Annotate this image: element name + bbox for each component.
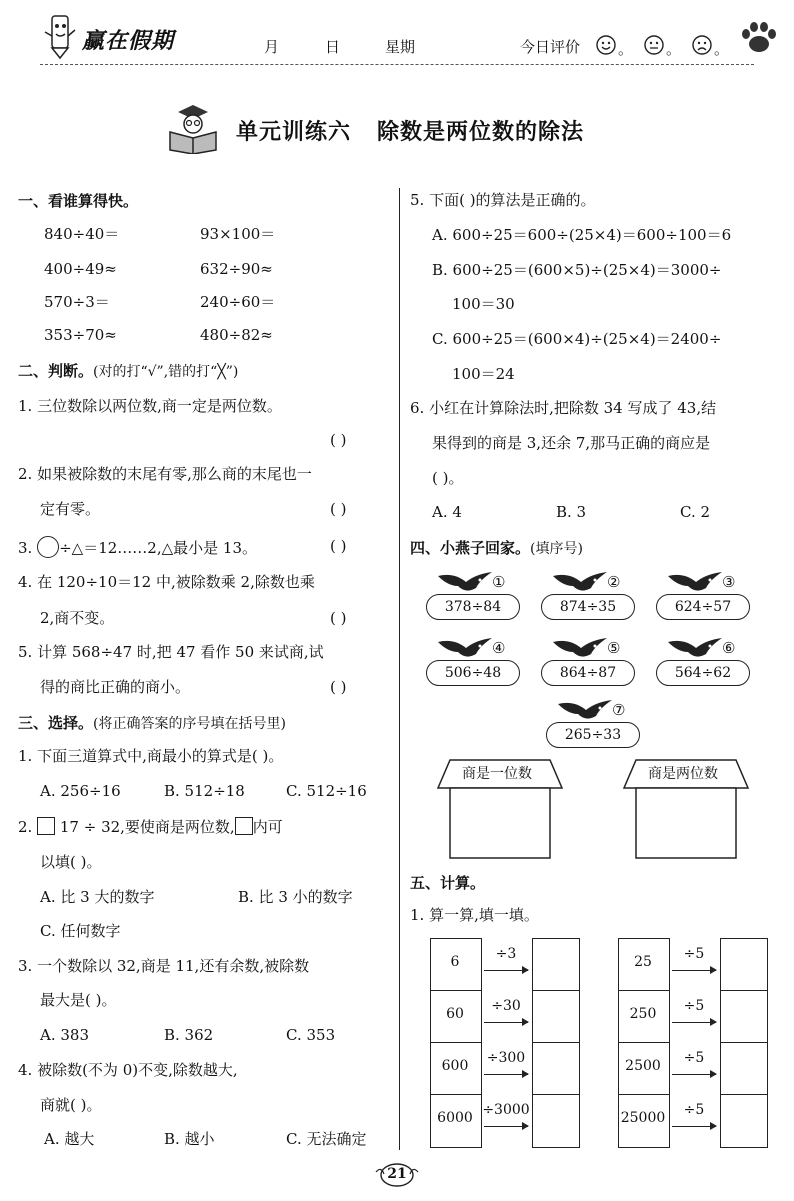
neutral-face-icon[interactable] — [645, 36, 663, 54]
choice-3-line1: 3. 一个数除以 32,商是 11,还有余数,被除数 — [18, 957, 310, 975]
swallow-expression[interactable]: 265÷33 — [546, 722, 640, 748]
page-number: 21 — [387, 1166, 407, 1182]
choice-4-opt-b: B. 越小 — [164, 1130, 215, 1148]
section-4-heading: 四、小燕子回家。(填序号) — [410, 539, 583, 557]
day-label: 日 — [325, 38, 341, 56]
judge-3-paren[interactable]: ( ) — [330, 537, 347, 555]
arrow-right-icon — [484, 1074, 528, 1075]
sep-2: 。 — [666, 40, 682, 58]
flow-operation: ÷5 — [683, 1102, 705, 1118]
swallow-icon — [666, 636, 726, 662]
section-1-heading: 一、看谁算得快。 — [18, 192, 139, 210]
flow-operation: ÷5 — [683, 998, 705, 1014]
swallow-expression[interactable]: 506÷48 — [426, 660, 520, 686]
choice-5-opt-c-line2: 100＝24 — [452, 365, 515, 383]
judge-5-paren[interactable]: ( ) — [330, 678, 347, 696]
arrow-right-icon — [672, 970, 716, 971]
flow-operation: ÷5 — [683, 1050, 705, 1066]
swallow-icon — [666, 570, 726, 596]
flow-row-divider — [619, 1042, 669, 1043]
choice-4-line1: 4. 被除数(不为 0)不变,除数越大, — [18, 1061, 238, 1079]
column-divider — [399, 188, 400, 1150]
house-two-digit-answer-area[interactable] — [638, 790, 734, 856]
judge-2-paren[interactable]: ( ) — [330, 500, 347, 518]
swallow-expression[interactable]: 564÷62 — [656, 660, 750, 686]
week-label: 星期 — [385, 38, 416, 56]
swallow-icon — [556, 698, 616, 724]
judge-3: 3. ÷△＝12……2,△最小是 13。 — [18, 536, 257, 558]
choice-3-opt-c: C. 353 — [286, 1026, 336, 1044]
flow-answer-cell[interactable] — [720, 938, 766, 990]
calc-4b: 480÷82≈ — [200, 326, 273, 344]
judge-1-paren[interactable]: ( ) — [330, 431, 347, 449]
choice-2-opt-b: B. 比 3 小的数字 — [238, 888, 353, 906]
flow-answer-cell[interactable] — [720, 1094, 766, 1146]
choice-5-opt-a: A. 600÷25＝600÷(25×4)＝600÷100＝6 — [432, 226, 732, 244]
choice-6-opt-a: A. 4 — [432, 503, 462, 521]
section-3-note: (将正确答案的序号填在括号里) — [93, 716, 286, 732]
swallow-number: ⑦ — [612, 701, 626, 719]
judge-2-line1: 2. 如果被除数的末尾有零,那么商的末尾也一 — [18, 465, 312, 483]
choice-6-line3: ( )。 — [432, 469, 464, 487]
flow-answer-cell[interactable] — [720, 1042, 766, 1094]
swallow-number: ② — [607, 573, 621, 591]
choice-2-opt-c: C. 任何数字 — [40, 922, 121, 940]
blank-circle — [37, 536, 59, 558]
section-5-subheading: 1. 算一算,填一填。 — [410, 906, 539, 924]
rating-label: 今日评价 — [520, 38, 581, 56]
blank-square — [37, 817, 55, 835]
choice-2-opt-a: A. 比 3 大的数字 — [40, 888, 155, 906]
flow-source-value: 2500 — [625, 1058, 661, 1074]
flow-source-value: 25 — [634, 954, 652, 970]
choice-4-opt-a: A. 越大 — [44, 1130, 95, 1148]
judge-1: 1. 三位数除以两位数,商一定是两位数。 — [18, 397, 282, 415]
section-5-heading: 五、计算。 — [410, 874, 486, 892]
blank-square — [235, 817, 253, 835]
judge-5-line2: 得的商比正确的商小。 — [40, 678, 191, 696]
choice-5-opt-b-line1: B. 600÷25＝(600×5)÷(25×4)＝3000÷ — [432, 261, 722, 279]
calc-3a: 570÷3＝ — [44, 293, 110, 311]
swallow-expression[interactable]: 378÷84 — [426, 594, 520, 620]
flow-source-value: 250 — [629, 1006, 657, 1022]
house-one-digit-label: 商是一位数 — [462, 766, 532, 782]
flow-answer-cell[interactable] — [532, 990, 578, 1042]
choice-3-opt-b: B. 362 — [164, 1026, 214, 1044]
arrow-right-icon — [484, 1126, 528, 1127]
calc-1a: 840÷40＝ — [44, 225, 120, 243]
swallow-icon — [551, 636, 611, 662]
choice-5-opt-c-line1: C. 600÷25＝(600×4)÷(25×4)＝2400÷ — [432, 330, 722, 348]
choice-1-opt-a: A. 256÷16 — [40, 782, 121, 800]
house-one-digit-answer-area[interactable] — [452, 790, 548, 856]
arrow-right-icon — [672, 1074, 716, 1075]
choice-5: 5. 下面( )的算法是正确的。 — [410, 191, 596, 209]
swallow-number: ④ — [492, 639, 506, 657]
choice-6-opt-c: C. 2 — [680, 503, 711, 521]
choice-1-opt-c: C. 512÷16 — [286, 782, 367, 800]
header-divider — [40, 64, 754, 65]
flow-row-divider — [619, 1094, 669, 1095]
flow-answer-cell[interactable] — [532, 1042, 578, 1094]
swallow-expression[interactable]: 864÷87 — [541, 660, 635, 686]
swallow-expression[interactable]: 874÷35 — [541, 594, 635, 620]
judge-4-line1: 4. 在 120÷10＝12 中,被除数乘 2,除数也乘 — [18, 573, 315, 591]
page-title: 单元训练六 除数是两位数的除法 — [236, 120, 584, 145]
flow-operation: ÷3 — [495, 946, 517, 962]
flow-operation: ÷3000 — [482, 1102, 530, 1118]
choice-3-opt-a: A. 383 — [40, 1026, 89, 1044]
flow-source-value: 60 — [446, 1006, 464, 1022]
sep-1: 。 — [618, 40, 634, 58]
logo-text: 赢在假期 — [82, 29, 175, 54]
paw-print-icon — [740, 20, 778, 56]
choice-2-line1: 2. 17 ÷ 32,要使商是两位数, 内可 — [18, 818, 283, 836]
arrow-right-icon — [484, 1022, 528, 1023]
choice-3-line2: 最大是( )。 — [40, 991, 117, 1009]
calc-2b: 632÷90≈ — [200, 260, 273, 278]
choice-6-opt-b: B. 3 — [556, 503, 587, 521]
pencil-mascot-icon — [42, 14, 78, 60]
swallow-number: ⑤ — [607, 639, 621, 657]
flow-source-value: 25000 — [620, 1110, 666, 1126]
flow-row-divider — [619, 990, 669, 991]
swallow-icon — [436, 636, 496, 662]
flow-operation: ÷5 — [683, 946, 705, 962]
calc-3b: 240÷60＝ — [200, 293, 276, 311]
choice-4-opt-c: C. 无法确定 — [286, 1130, 367, 1148]
arrow-right-icon — [672, 1022, 716, 1023]
calc-1b: 93×100＝ — [200, 225, 276, 243]
section-2-heading: 二、判断。(对的打“√”,错的打“╳”) — [18, 362, 239, 380]
section-4-note: (填序号) — [530, 541, 583, 557]
swallow-number: ⑥ — [722, 639, 736, 657]
arrow-right-icon — [484, 970, 528, 971]
flow-answer-cell[interactable] — [532, 938, 578, 990]
choice-2-line2: 以填( )。 — [40, 853, 102, 871]
swallow-expression[interactable]: 624÷57 — [656, 594, 750, 620]
flow-row-divider — [431, 1094, 481, 1095]
swallow-number: ③ — [722, 573, 736, 591]
judge-2-line2: 定有零。 — [40, 500, 101, 518]
student-reading-icon — [164, 102, 222, 154]
calc-4a: 353÷70≈ — [44, 326, 117, 344]
flow-answer-cell[interactable] — [532, 1094, 578, 1146]
flow-source-value: 6 — [450, 954, 460, 970]
choice-1: 1. 下面三道算式中,商最小的算式是( )。 — [18, 747, 284, 765]
swallow-number: ① — [492, 573, 506, 591]
flow-operation: ÷300 — [486, 1050, 526, 1066]
flow-operation: ÷30 — [491, 998, 521, 1014]
month-label: 月 — [264, 38, 280, 56]
arrow-right-icon — [672, 1126, 716, 1127]
sep-3: 。 — [714, 40, 730, 58]
smile-face-icon[interactable] — [597, 36, 615, 54]
flow-row-divider — [431, 1042, 481, 1043]
choice-1-opt-b: B. 512÷18 — [164, 782, 245, 800]
section-2-note: (对的打“√”,错的打“╳”) — [93, 364, 239, 380]
sad-face-icon[interactable] — [693, 36, 711, 54]
logo — [42, 14, 192, 60]
swallow-icon — [436, 570, 496, 596]
flow-row-divider — [431, 990, 481, 991]
swallow-icon — [551, 570, 611, 596]
choice-6-line1: 6. 小红在计算除法时,把除数 34 写成了 43,结 — [410, 399, 717, 417]
judge-5-line1: 5. 计算 568÷47 时,把 47 看作 50 来试商,试 — [18, 643, 324, 661]
calc-2a: 400÷49≈ — [44, 260, 117, 278]
section-3-heading: 三、选择。(将正确答案的序号填在括号里) — [18, 714, 286, 732]
choice-6-line2: 果得到的商是 3,还余 7,那马正确的商应是 — [432, 434, 711, 452]
judge-4-line2: 2,商不变。 — [40, 609, 115, 627]
judge-4-paren[interactable]: ( ) — [330, 609, 347, 627]
choice-4-line2: 商就( )。 — [40, 1096, 102, 1114]
house-two-digit-label: 商是两位数 — [648, 766, 718, 782]
flow-source-value: 600 — [441, 1058, 469, 1074]
flow-answer-cell[interactable] — [720, 990, 766, 1042]
choice-5-opt-b-line2: 100＝30 — [452, 295, 515, 313]
flow-source-value: 6000 — [437, 1110, 473, 1126]
